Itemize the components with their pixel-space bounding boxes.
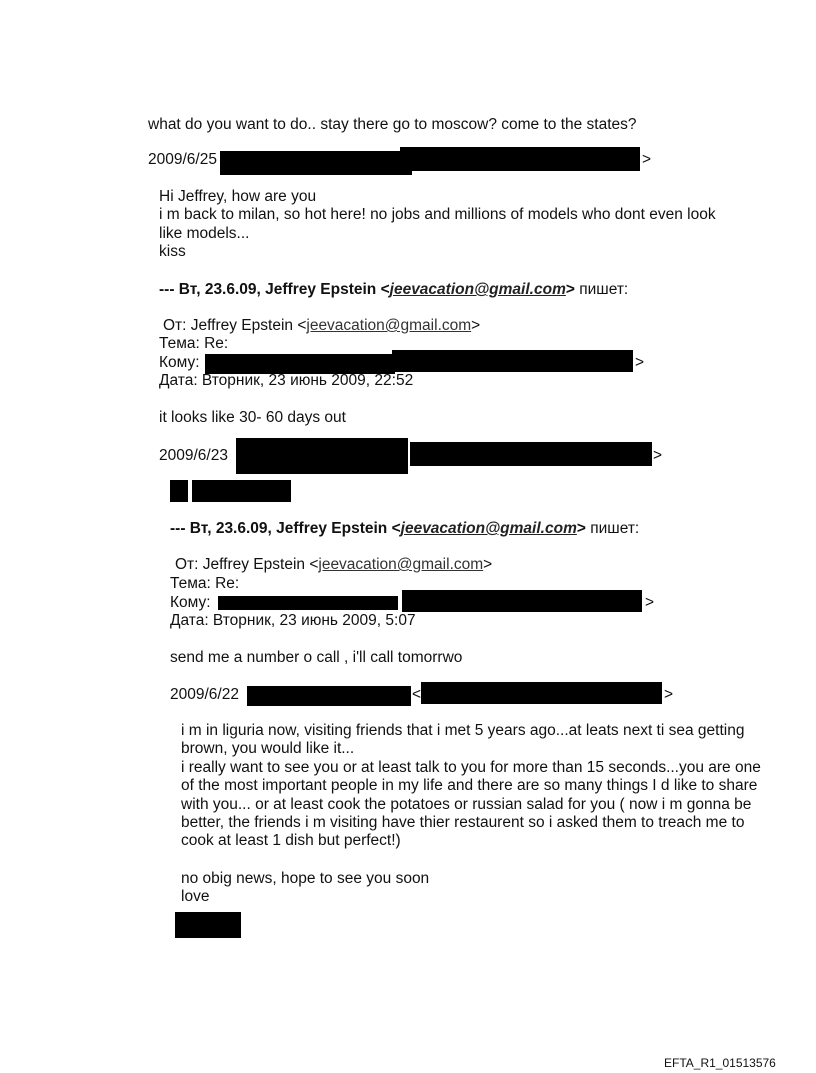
- quote1-to-label: Кому:: [159, 354, 200, 371]
- quote2-prefix: --- Вт, 23.6.09, Jeffrey Epstein <: [170, 520, 401, 537]
- msg3-date: 2009/6/22: [170, 686, 239, 703]
- msg3-body: [181, 722, 761, 851]
- quote1-prefix: --- Вт, 23.6.09, Jeffrey Epstein <: [159, 281, 390, 298]
- quote2-from-email-link[interactable]: jeevacation@gmail.com: [318, 556, 484, 573]
- quote2-to-label: Кому:: [170, 594, 211, 611]
- quote1-bracket: >: [565, 281, 575, 298]
- msg3-line-7: cook at least 1 dish but perfect!): [181, 832, 401, 850]
- msg3-close-bracket: >: [664, 686, 674, 703]
- msg1-line-3: like models...: [159, 224, 250, 242]
- msg3-line-5: with you... or at least cook the potatoes or russian salad for you ( now i m gonna be: [181, 795, 752, 813]
- msg2-close-bracket: >: [653, 447, 663, 464]
- msg1-date: 2009/6/25: [148, 151, 217, 168]
- quote2-subject: Тема: Re:: [170, 575, 240, 592]
- redaction-msg2-email: [410, 442, 652, 466]
- msg3-line-1: i m in liguria now, visiting friends that i met 5 years ago...at leats next ti sea getting: [181, 722, 745, 739]
- redaction-sender-email: [400, 147, 640, 171]
- redaction-msg2-body-a: [170, 480, 188, 502]
- msg1-line-4: kiss: [159, 243, 186, 261]
- redaction-msg2-body-b: [192, 480, 291, 502]
- quote1-from-label: От: Jeffrey Epstein <: [163, 317, 307, 334]
- quote1-body: it looks like 30- 60 days out: [159, 409, 346, 426]
- redaction-msg2-sender: [236, 438, 408, 474]
- msg3-line-4: of the most important people in my life and there are so many things I d like to share: [181, 777, 758, 795]
- quote1-subject: Тема: Re:: [159, 335, 229, 352]
- quote1-from: [163, 317, 480, 335]
- quote1-to-close: >: [635, 354, 645, 371]
- msg3-closing: [181, 870, 429, 907]
- msg1-line-1: Hi Jeffrey, how are you: [159, 188, 317, 205]
- msg1-close-bracket: >: [642, 151, 652, 168]
- top-question: what do you want to do.. stay there go to moscow? come to the states?: [148, 116, 637, 133]
- quote2-bracket: >: [576, 520, 586, 537]
- quote2-body: send me a number o call , i'll call tomorrwo: [170, 649, 463, 666]
- quote1-from-email-link[interactable]: jeevacation@gmail.com: [306, 317, 472, 334]
- redaction-recipient-name: [205, 354, 395, 374]
- quote1-from-close: >: [471, 317, 481, 334]
- quote2-from: [175, 556, 492, 574]
- redaction-quote2-recipient-email: [402, 590, 642, 612]
- msg1-body: [159, 188, 716, 262]
- msg3-open-bracket: <: [412, 686, 422, 703]
- quote2-header: [170, 520, 639, 538]
- quote2-email-link[interactable]: jeevacation@gmail.com: [400, 520, 577, 537]
- redaction-recipient-email: [392, 350, 633, 372]
- quote2-from-close: >: [483, 556, 493, 573]
- redaction-msg3-sender: [247, 686, 411, 706]
- footer-document-id: EFTA_R1_01513576: [664, 1056, 776, 1070]
- redaction-msg3-email: [421, 682, 662, 704]
- redaction-quote2-recipient: [218, 596, 398, 610]
- msg3-line-3: i really want to see you or at least talk to you for more than 15 seconds...you are one: [181, 758, 761, 776]
- msg3-line-6: better, the friends i m visiting have thier restaurent so i asked them to treach me to: [181, 814, 745, 832]
- msg3-line-2: brown, you would like it...: [181, 740, 355, 758]
- redaction-signature: [175, 912, 241, 938]
- quote2-to-close: >: [645, 594, 655, 611]
- redaction-sender-name: [220, 151, 412, 175]
- quote2-date: Дата: Вторник, 23 июнь 2009, 5:07: [170, 612, 416, 629]
- quote1-header: [159, 281, 628, 299]
- quote2-from-label: От: Jeffrey Epstein <: [175, 556, 319, 573]
- msg1-line-2: i m back to milan, so hot here! no jobs and millions of models who dont even look: [159, 206, 716, 224]
- msg2-date: 2009/6/23: [159, 447, 228, 464]
- quote1-email-link[interactable]: jeevacation@gmail.com: [389, 281, 566, 298]
- quote2-wrote: пишет:: [585, 520, 640, 537]
- msg3-closing-line-1: no obig news, hope to see you soon: [181, 870, 430, 887]
- quote1-wrote: пишет:: [574, 281, 629, 298]
- quote1-date: Дата: Вторник, 23 июнь 2009, 22:52: [159, 372, 414, 389]
- msg3-closing-line-2: love: [181, 888, 210, 906]
